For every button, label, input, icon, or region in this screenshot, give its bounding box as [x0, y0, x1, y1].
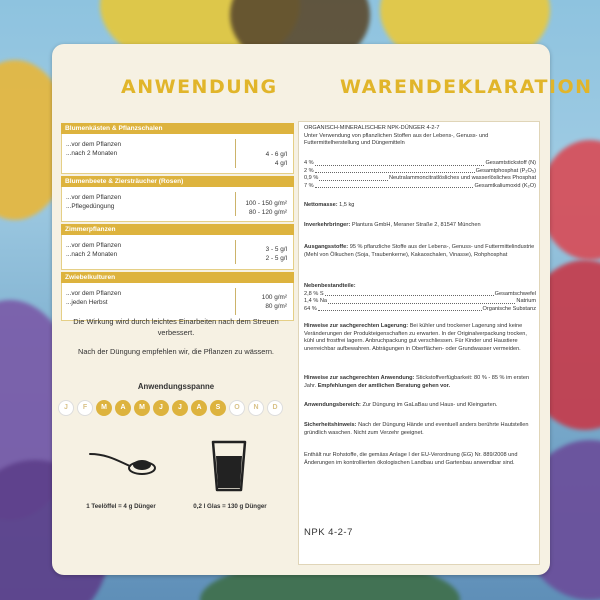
- month-nov: N: [248, 400, 264, 416]
- nutrient-row: 2 % Gesamtphosphat (P₂O₅): [304, 167, 536, 174]
- minor-row: 2,8 % S Gesamtschwefel: [304, 290, 536, 297]
- month-strip: [58, 400, 283, 416]
- nutrient-row: 4 % Gesamtstickstoff (N): [304, 160, 536, 166]
- section-body: [61, 235, 294, 270]
- row-label: ...vor dem Pflanzen: [66, 290, 122, 297]
- source-materials: Ausgangsstoffe: 95 % pflanzliche Stoffe aus der Lebens-, Genuss- und Futtermittelindustrie (Mehl von Ölkuchen (Soja, Traubenkerne), Kakaoschalen, Vinasse), Rohphosphat: [304, 244, 535, 258]
- section-zwiebelkulturen: [61, 272, 294, 321]
- application-table: [61, 123, 294, 323]
- month-may: M: [134, 400, 150, 416]
- month-dec: D: [267, 400, 283, 416]
- safety-notes: Sicherheitshinweis: Nach der Düngung Hände und eventuell anders berührte Hautstellen gründlich waschen. Nicht zum Verzehr geeignet.: [304, 422, 529, 436]
- eu-regulation-text: Enthält nur Rohstoffe, die gemäss Anlage I der EU-Verordnung (EG) Nr. 889/2008 und Änderungen im kontrollierten ökologischen Landbau und Gartenbau anwendbar sind.: [304, 452, 518, 466]
- minor-row: 64 % Organische Substanz: [304, 305, 536, 312]
- divider: [235, 139, 236, 168]
- warendeklaration-title: WARENDEKLARATION: [340, 76, 593, 98]
- minor-row: 1,4 % Na Natrium: [304, 298, 536, 305]
- section-head: Zimmerpflanzen: [61, 224, 294, 235]
- nutrient-row: 7 % Gesamtkaliumoxid (K₂O): [304, 182, 536, 189]
- divider: [235, 240, 236, 264]
- month-feb: F: [77, 400, 93, 416]
- row-value: 2 - 5 g/l: [265, 255, 287, 262]
- row-label: ...vor dem Pflanzen: [66, 141, 122, 148]
- row-value: 100 g/m²: [261, 294, 287, 301]
- row-label: ...vor dem Pflanzen: [66, 194, 122, 201]
- section-body: [61, 187, 294, 222]
- npk-label: NPK 4-2-7: [304, 527, 353, 538]
- month-mar: M: [96, 400, 112, 416]
- dose-spoon: 1 Teelöffel = 4 g Dünger: [86, 503, 156, 510]
- row-value: 100 - 150 g/m²: [245, 200, 287, 207]
- product-subtitle: Unter Verwendung von pflanzlichen Stoffen aus der Lebens-, Genuss- und Futtermittelherstellung und Düngemitteln: [304, 132, 489, 147]
- net-mass: Nettomasse: 1,5 kg: [304, 202, 355, 208]
- product-type: ORGANISCH-MINERALISCHER NPK-DÜNGER 4-2-7: [304, 125, 440, 131]
- spoon-icon: [88, 448, 158, 480]
- month-jan: J: [58, 400, 74, 416]
- row-value: 3 - 5 g/l: [265, 246, 287, 253]
- seller: Inverkehrbringer: Plantura GmbH, Meraner Straße 2, 81547 München: [304, 222, 481, 228]
- months-title: Anwendungsspanne: [137, 382, 215, 391]
- storage-notes: Hinweise zur sachgerechten Lagerung: Bei kühler und trockener Lagerung sind keine Veränderungen der Produkteigenschaften zu erwarten. In der Originalverpackung trocken, kühl und frostfrei lagern. Anbruchpackung gut verschliessen. Für Kinder und Haustiere unerreichbar aufbewahren. Abträgungen in Oberflächen- oder Grundwasser vermeiden.: [304, 323, 527, 352]
- nutrients-list: [304, 160, 536, 190]
- month-sep: S: [210, 400, 226, 416]
- divider: [235, 192, 236, 216]
- row-label: ...vor dem Pflanzen: [66, 242, 122, 249]
- row-value: 4 - 6 g/l: [265, 151, 287, 158]
- hint-watering: Nach der Düngung empfehlen wir, die Pflanzen zu wässern.: [78, 347, 274, 356]
- divider: [235, 288, 236, 315]
- row-label: ...nach 2 Monaten: [66, 150, 118, 157]
- hint-incorporation: Die Wirkung wird durch leichtes Einarbeiten nach dem Streuen verbessert.: [73, 317, 279, 337]
- section-zimmerpflanzen: [61, 224, 294, 270]
- nutrient-row: 0,9 % Neutralammoncitratlösliches und wasserlösliches Phosphat: [304, 175, 536, 182]
- usage-notes: Hinweise zur sachgerechten Anwendung: Stickstoffverfügbarkeit: 80 % - 85 % im ersten Jahr. Empfehlungen der amtlichen Beratung gehen vor.: [304, 375, 530, 389]
- section-blumenbeete: [61, 176, 294, 222]
- month-jun: J: [153, 400, 169, 416]
- dose-glass: 0,2 l Glas = 130 g Dünger: [193, 503, 267, 510]
- declaration-header: [304, 125, 536, 148]
- row-label: ...Pflegedüngung: [66, 203, 115, 210]
- section-blumenkaesten: [61, 123, 294, 174]
- anwendung-title: ANWENDUNG: [121, 76, 278, 98]
- month-aug: A: [191, 400, 207, 416]
- section-head: Zwiebelkulturen: [61, 272, 294, 283]
- section-head: Blumenbeete & Ziersträucher (Rosen): [61, 176, 294, 187]
- minor-components: Nebenbestandteile: 2,8 % S Gesamtschwefel 1,4 % Na Natrium 64 % Organische Substanz: [304, 283, 536, 312]
- month-jul: J: [172, 400, 188, 416]
- month-apr: A: [115, 400, 131, 416]
- row-label: ...jeden Herbst: [66, 299, 108, 306]
- application-area: Anwendungsbereich: Zur Düngung im GaLaBau und Haus- und Kleingarten.: [304, 402, 498, 408]
- row-value: 80 - 120 g/m²: [248, 209, 287, 216]
- section-body: [61, 134, 294, 174]
- row-value: 80 g/m²: [265, 303, 287, 310]
- row-label: ...nach 2 Monaten: [66, 251, 118, 258]
- glass-icon: [210, 438, 248, 494]
- month-oct: O: [229, 400, 245, 416]
- section-head: Blumenkästen & Pflanzschalen: [61, 123, 294, 134]
- row-value: 4 g/l: [274, 160, 287, 167]
